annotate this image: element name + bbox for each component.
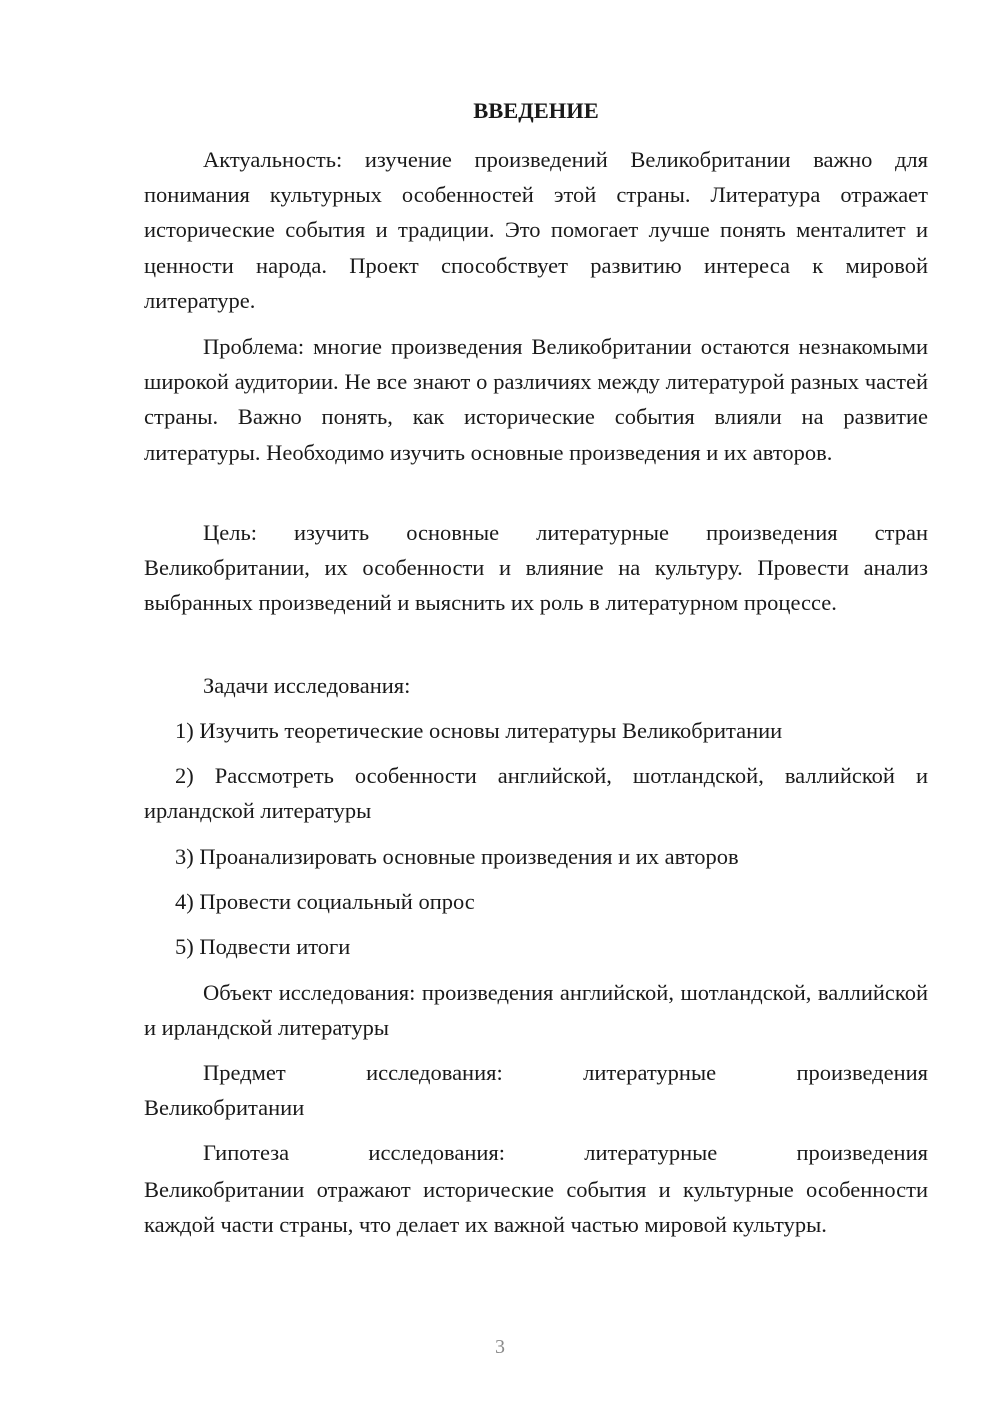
page-number: 3 xyxy=(495,1336,505,1358)
task-item: 4) Провести социальный опрос xyxy=(175,889,475,914)
object-paragraph: Объект исследования: произведения английской, шотландской, валлийской и ирландской литературы xyxy=(144,980,928,1041)
goal-paragraph: Цель: изучить основные литературные произведения стран Великобритании, их особенности и влияние на культуру. Провести анализ выбранных произведений и выяснить их роль в литературном процессе. xyxy=(144,520,928,616)
task-item: 5) Подвести итоги xyxy=(175,934,351,959)
task-item: 3) Проанализировать основные произведения и их авторов xyxy=(175,844,739,869)
problem-paragraph: Проблема: многие произведения Великобритании остаются незнакомыми широкой аудитории. Не все знают о различиях между литературой разных частей страны. Важно понять, как исторические события влияли на развитие литературы. Необходимо изучить основные произведения и их авторов. xyxy=(144,334,928,465)
page-title: ВВЕДЕНИЕ xyxy=(473,98,599,123)
relevance-paragraph: Актуальность: изучение произведений Великобритании важно для понимания культурных особенностей этой страны. Литература отражает исторические события и традиции. Это помогает лучше понять менталитет и ценности народа. Проект способствует развитию интереса к мировой литературе. xyxy=(144,147,928,313)
hypothesis-paragraph-rest: Великобритании отражают исторические события и культурные особенности каждой части страны, что делает их важной частью мировой культуры. xyxy=(144,1177,928,1238)
subject-paragraph-line2: Великобритании xyxy=(144,1095,305,1120)
tasks-heading: Задачи исследования: xyxy=(203,673,411,698)
subject-paragraph-line1: Предмет исследования: литературные произведения xyxy=(203,1060,928,1085)
task-item: 1) Изучить теоретические основы литературы Великобритании xyxy=(175,718,783,743)
task-item: 2) Рассмотреть особенности английской, шотландской, валлийской и ирландской литературы xyxy=(144,763,928,824)
hypothesis-paragraph-line1: Гипотеза исследования: литературные произведения xyxy=(203,1140,928,1165)
